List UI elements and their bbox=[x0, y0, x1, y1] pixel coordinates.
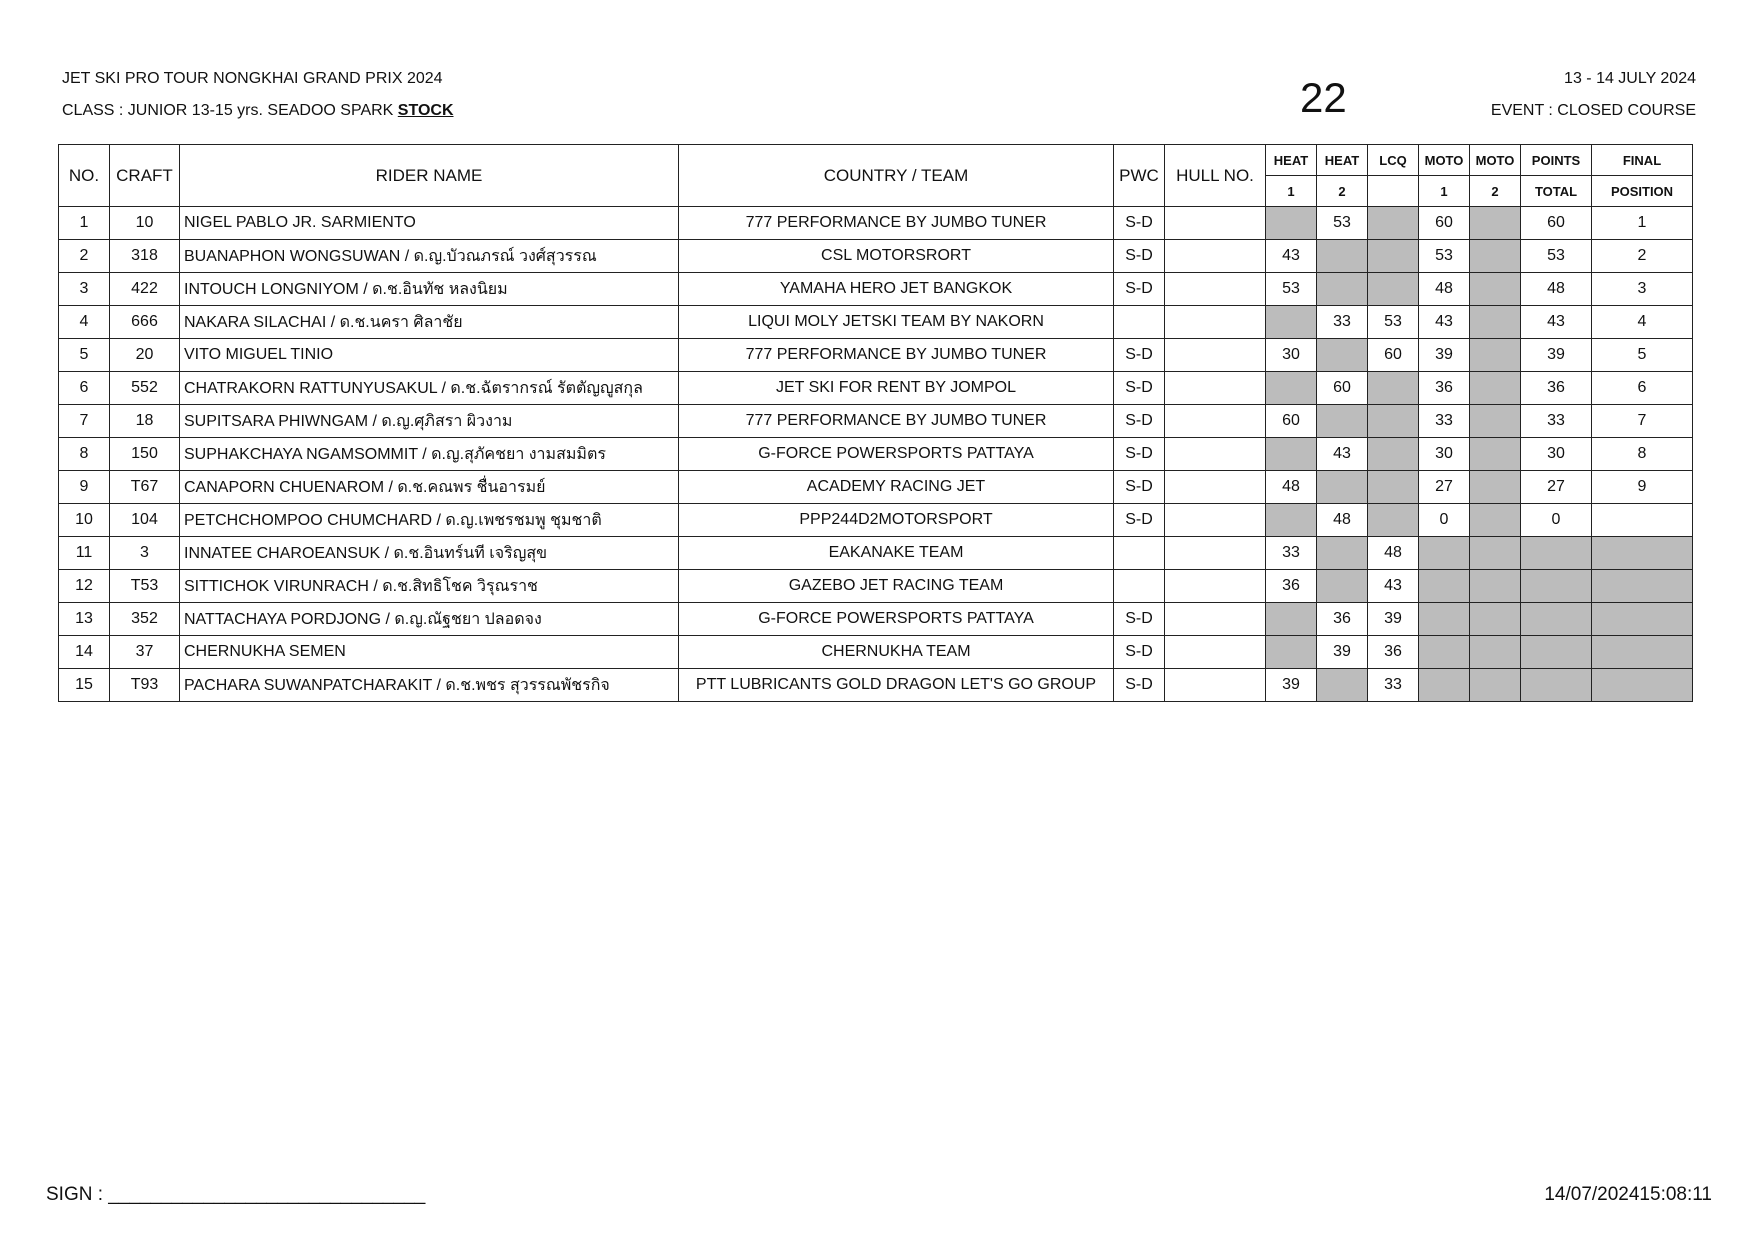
cell-team: 777 PERFORMANCE BY JUMBO TUNER bbox=[679, 207, 1114, 240]
cell-hull bbox=[1165, 240, 1266, 273]
table-row bbox=[59, 504, 1693, 537]
header-heat1: HEAT bbox=[1266, 145, 1317, 176]
cell-rider: NATTACHAYA PORDJONG / ด.ญ.ณัฐชยา ปลอดจง bbox=[180, 603, 679, 636]
cell-points: 60 bbox=[1521, 207, 1592, 240]
cell-craft: 18 bbox=[110, 405, 180, 438]
cell-heat2 bbox=[1317, 339, 1368, 372]
cell-moto2 bbox=[1470, 471, 1521, 504]
cell-moto1: 0 bbox=[1419, 504, 1470, 537]
cell-pwc bbox=[1114, 537, 1165, 570]
cell-hull bbox=[1165, 636, 1266, 669]
cell-hull bbox=[1165, 339, 1266, 372]
cell-lcq bbox=[1368, 273, 1419, 306]
cell-heat2: 60 bbox=[1317, 372, 1368, 405]
cell-pwc bbox=[1114, 570, 1165, 603]
class-stock-label: STOCK bbox=[397, 102, 454, 119]
cell-final: 1 bbox=[1592, 207, 1693, 240]
cell-lcq bbox=[1368, 504, 1419, 537]
table-row bbox=[59, 471, 1693, 504]
cell-moto2 bbox=[1470, 537, 1521, 570]
header-final: FINAL bbox=[1592, 145, 1693, 176]
cell-heat1: 53 bbox=[1266, 273, 1317, 306]
cell-points: 43 bbox=[1521, 306, 1592, 339]
header-heat2-sub: 2 bbox=[1317, 176, 1368, 207]
cell-final bbox=[1592, 537, 1693, 570]
cell-hull bbox=[1165, 273, 1266, 306]
cell-moto2 bbox=[1470, 636, 1521, 669]
cell-no: 10 bbox=[59, 504, 110, 537]
cell-moto1 bbox=[1419, 537, 1470, 570]
cell-team: PTT LUBRICANTS GOLD DRAGON LET'S GO GROUP bbox=[679, 669, 1114, 702]
cell-final bbox=[1592, 603, 1693, 636]
cell-heat1: 33 bbox=[1266, 537, 1317, 570]
cell-pwc: S-D bbox=[1114, 471, 1165, 504]
cell-heat2: 39 bbox=[1317, 636, 1368, 669]
cell-hull bbox=[1165, 669, 1266, 702]
cell-heat1: 60 bbox=[1266, 405, 1317, 438]
cell-moto1: 27 bbox=[1419, 471, 1470, 504]
cell-lcq bbox=[1368, 207, 1419, 240]
cell-craft: 37 bbox=[110, 636, 180, 669]
table-row bbox=[59, 636, 1693, 669]
cell-final: 6 bbox=[1592, 372, 1693, 405]
cell-heat2 bbox=[1317, 405, 1368, 438]
cell-points: 48 bbox=[1521, 273, 1592, 306]
cell-no: 15 bbox=[59, 669, 110, 702]
cell-heat2: 33 bbox=[1317, 306, 1368, 339]
cell-hull bbox=[1165, 570, 1266, 603]
cell-team: G-FORCE POWERSPORTS PATTAYA bbox=[679, 603, 1114, 636]
cell-lcq: 39 bbox=[1368, 603, 1419, 636]
cell-pwc: S-D bbox=[1114, 273, 1165, 306]
cell-final bbox=[1592, 669, 1693, 702]
cell-points: 27 bbox=[1521, 471, 1592, 504]
cell-heat1: 39 bbox=[1266, 669, 1317, 702]
header-heat2: HEAT bbox=[1317, 145, 1368, 176]
cell-points bbox=[1521, 636, 1592, 669]
cell-points: 30 bbox=[1521, 438, 1592, 471]
cell-lcq bbox=[1368, 372, 1419, 405]
cell-pwc: S-D bbox=[1114, 405, 1165, 438]
header-country-team: COUNTRY / TEAM bbox=[679, 145, 1114, 207]
cell-final: 4 bbox=[1592, 306, 1693, 339]
cell-pwc: S-D bbox=[1114, 504, 1165, 537]
event-date: 13 - 14 JULY 2024 bbox=[1564, 70, 1696, 87]
cell-moto1: 48 bbox=[1419, 273, 1470, 306]
cell-moto2 bbox=[1470, 669, 1521, 702]
cell-rider: CHATRAKORN RATTUNYUSAKUL / ด.ช.ฉัตรากรณ์ รัตตัญญูสกุล bbox=[180, 372, 679, 405]
cell-heat2 bbox=[1317, 669, 1368, 702]
cell-heat1: 36 bbox=[1266, 570, 1317, 603]
cell-craft: T53 bbox=[110, 570, 180, 603]
cell-points: 53 bbox=[1521, 240, 1592, 273]
cell-heat2 bbox=[1317, 570, 1368, 603]
cell-rider: INTOUCH LONGNIYOM / ด.ช.อินทัช หลงนิยม bbox=[180, 273, 679, 306]
cell-no: 3 bbox=[59, 273, 110, 306]
cell-moto1: 53 bbox=[1419, 240, 1470, 273]
header-craft: CRAFT bbox=[110, 145, 180, 207]
cell-craft: 552 bbox=[110, 372, 180, 405]
results-rows bbox=[59, 207, 1693, 702]
cell-rider: SUPITSARA PHIWNGAM / ด.ญ.ศุภิสรา ผิวงาม bbox=[180, 405, 679, 438]
cell-lcq bbox=[1368, 438, 1419, 471]
table-row bbox=[59, 306, 1693, 339]
cell-no: 2 bbox=[59, 240, 110, 273]
cell-rider: SITTICHOK VIRUNRACH / ด.ช.สิทธิโชค วิรุณราช bbox=[180, 570, 679, 603]
cell-moto2 bbox=[1470, 603, 1521, 636]
cell-heat2: 43 bbox=[1317, 438, 1368, 471]
header-hull-no: HULL NO. bbox=[1165, 145, 1266, 207]
cell-moto2 bbox=[1470, 339, 1521, 372]
cell-no: 6 bbox=[59, 372, 110, 405]
cell-hull bbox=[1165, 504, 1266, 537]
cell-hull bbox=[1165, 438, 1266, 471]
cell-pwc: S-D bbox=[1114, 669, 1165, 702]
cell-pwc: S-D bbox=[1114, 240, 1165, 273]
cell-team: 777 PERFORMANCE BY JUMBO TUNER bbox=[679, 405, 1114, 438]
cell-moto2 bbox=[1470, 372, 1521, 405]
cell-heat1 bbox=[1266, 207, 1317, 240]
cell-final: 9 bbox=[1592, 471, 1693, 504]
cell-moto1 bbox=[1419, 570, 1470, 603]
header-points-sub: TOTAL bbox=[1521, 176, 1592, 207]
cell-hull bbox=[1165, 372, 1266, 405]
cell-craft: 150 bbox=[110, 438, 180, 471]
cell-no: 4 bbox=[59, 306, 110, 339]
cell-craft: 666 bbox=[110, 306, 180, 339]
cell-lcq bbox=[1368, 240, 1419, 273]
header-no: NO. bbox=[59, 145, 110, 207]
class-label bbox=[62, 102, 454, 120]
cell-heat1 bbox=[1266, 438, 1317, 471]
cell-craft: 20 bbox=[110, 339, 180, 372]
event-type: EVENT : CLOSED COURSE bbox=[1490, 102, 1696, 119]
cell-lcq bbox=[1368, 405, 1419, 438]
cell-no: 11 bbox=[59, 537, 110, 570]
cell-hull bbox=[1165, 603, 1266, 636]
cell-no: 12 bbox=[59, 570, 110, 603]
cell-final: 7 bbox=[1592, 405, 1693, 438]
cell-no: 9 bbox=[59, 471, 110, 504]
cell-craft: T67 bbox=[110, 471, 180, 504]
cell-rider: SUPHAKCHAYA NGAMSOMMIT / ด.ญ.สุภัคชยา งามสมมิตร bbox=[180, 438, 679, 471]
cell-pwc: S-D bbox=[1114, 339, 1165, 372]
cell-no: 1 bbox=[59, 207, 110, 240]
cell-pwc bbox=[1114, 306, 1165, 339]
cell-moto2 bbox=[1470, 240, 1521, 273]
header-lcq: LCQ bbox=[1368, 145, 1419, 176]
header-points: POINTS bbox=[1521, 145, 1592, 176]
header-moto2: MOTO bbox=[1470, 145, 1521, 176]
cell-pwc: S-D bbox=[1114, 603, 1165, 636]
cell-moto1 bbox=[1419, 603, 1470, 636]
cell-heat2 bbox=[1317, 537, 1368, 570]
table-row bbox=[59, 603, 1693, 636]
cell-points bbox=[1521, 537, 1592, 570]
header-pwc: PWC bbox=[1114, 145, 1165, 207]
table-row bbox=[59, 372, 1693, 405]
page-number: 22 bbox=[1300, 74, 1347, 121]
cell-hull bbox=[1165, 471, 1266, 504]
cell-lcq: 36 bbox=[1368, 636, 1419, 669]
cell-no: 7 bbox=[59, 405, 110, 438]
cell-hull bbox=[1165, 306, 1266, 339]
cell-team: LIQUI MOLY JETSKI TEAM BY NAKORN bbox=[679, 306, 1114, 339]
cell-pwc: S-D bbox=[1114, 636, 1165, 669]
cell-no: 8 bbox=[59, 438, 110, 471]
cell-points bbox=[1521, 669, 1592, 702]
cell-moto2 bbox=[1470, 273, 1521, 306]
cell-heat1 bbox=[1266, 372, 1317, 405]
cell-final: 2 bbox=[1592, 240, 1693, 273]
cell-heat1 bbox=[1266, 306, 1317, 339]
class-prefix: CLASS : JUNIOR 13-15 yrs. SEADOO SPARK bbox=[62, 102, 398, 119]
cell-moto2 bbox=[1470, 207, 1521, 240]
cell-lcq: 53 bbox=[1368, 306, 1419, 339]
cell-heat1 bbox=[1266, 504, 1317, 537]
cell-pwc: S-D bbox=[1114, 372, 1165, 405]
table-row bbox=[59, 240, 1693, 273]
cell-final: 3 bbox=[1592, 273, 1693, 306]
cell-team: PPP244D2MOTORSPORT bbox=[679, 504, 1114, 537]
cell-no: 13 bbox=[59, 603, 110, 636]
cell-moto1: 39 bbox=[1419, 339, 1470, 372]
header-heat1-sub: 1 bbox=[1266, 176, 1317, 207]
cell-lcq: 60 bbox=[1368, 339, 1419, 372]
cell-rider: NIGEL PABLO JR. SARMIENTO bbox=[180, 207, 679, 240]
cell-craft: 10 bbox=[110, 207, 180, 240]
cell-craft: 352 bbox=[110, 603, 180, 636]
cell-heat2 bbox=[1317, 471, 1368, 504]
cell-team: 777 PERFORMANCE BY JUMBO TUNER bbox=[679, 339, 1114, 372]
cell-pwc: S-D bbox=[1114, 438, 1165, 471]
header-final-sub: POSITION bbox=[1592, 176, 1693, 207]
signature-line: SIGN : ______________________________ bbox=[46, 1184, 426, 1205]
cell-no: 14 bbox=[59, 636, 110, 669]
cell-team: CHERNUKHA TEAM bbox=[679, 636, 1114, 669]
results-table bbox=[58, 144, 1693, 702]
cell-craft: 318 bbox=[110, 240, 180, 273]
header-moto1-sub: 1 bbox=[1419, 176, 1470, 207]
cell-pwc: S-D bbox=[1114, 207, 1165, 240]
print-timestamp: 14/07/202415:08:11 bbox=[1544, 1184, 1712, 1205]
cell-final bbox=[1592, 504, 1693, 537]
cell-rider: CHERNUKHA SEMEN bbox=[180, 636, 679, 669]
header-rider-name: RIDER NAME bbox=[180, 145, 679, 207]
header-moto2-sub: 2 bbox=[1470, 176, 1521, 207]
cell-craft: T93 bbox=[110, 669, 180, 702]
cell-heat1 bbox=[1266, 636, 1317, 669]
cell-rider: CANAPORN CHUENAROM / ด.ช.คณพร ชื่นอารมย์ bbox=[180, 471, 679, 504]
cell-final bbox=[1592, 636, 1693, 669]
table-row bbox=[59, 570, 1693, 603]
cell-heat2 bbox=[1317, 240, 1368, 273]
table-row bbox=[59, 273, 1693, 306]
cell-rider: VITO MIGUEL TINIO bbox=[180, 339, 679, 372]
event-title: JET SKI PRO TOUR NONGKHAI GRAND PRIX 2024 bbox=[62, 70, 443, 87]
cell-moto1: 36 bbox=[1419, 372, 1470, 405]
cell-points: 0 bbox=[1521, 504, 1592, 537]
cell-lcq: 48 bbox=[1368, 537, 1419, 570]
cell-hull bbox=[1165, 207, 1266, 240]
cell-points bbox=[1521, 570, 1592, 603]
cell-moto1: 60 bbox=[1419, 207, 1470, 240]
cell-final: 5 bbox=[1592, 339, 1693, 372]
cell-team: JET SKI FOR RENT BY JOMPOL bbox=[679, 372, 1114, 405]
cell-moto2 bbox=[1470, 570, 1521, 603]
cell-team: YAMAHA HERO JET BANGKOK bbox=[679, 273, 1114, 306]
cell-heat2: 48 bbox=[1317, 504, 1368, 537]
header-lcq-sub bbox=[1368, 176, 1419, 207]
table-row bbox=[59, 669, 1693, 702]
cell-team: GAZEBO JET RACING TEAM bbox=[679, 570, 1114, 603]
cell-heat1: 30 bbox=[1266, 339, 1317, 372]
cell-rider: BUANAPHON WONGSUWAN / ด.ญ.บัวณภรณ์ วงศ์สุวรรณ bbox=[180, 240, 679, 273]
cell-moto2 bbox=[1470, 405, 1521, 438]
cell-moto2 bbox=[1470, 504, 1521, 537]
cell-rider: PETCHCHOMPOO CHUMCHARD / ด.ญ.เพชรชมพู ชุมชาติ bbox=[180, 504, 679, 537]
cell-craft: 422 bbox=[110, 273, 180, 306]
cell-final: 8 bbox=[1592, 438, 1693, 471]
cell-craft: 104 bbox=[110, 504, 180, 537]
cell-heat1 bbox=[1266, 603, 1317, 636]
cell-hull bbox=[1165, 537, 1266, 570]
cell-points: 33 bbox=[1521, 405, 1592, 438]
cell-points bbox=[1521, 603, 1592, 636]
cell-craft: 3 bbox=[110, 537, 180, 570]
cell-team: G-FORCE POWERSPORTS PATTAYA bbox=[679, 438, 1114, 471]
cell-points: 39 bbox=[1521, 339, 1592, 372]
cell-heat2: 53 bbox=[1317, 207, 1368, 240]
cell-lcq: 43 bbox=[1368, 570, 1419, 603]
cell-moto1: 30 bbox=[1419, 438, 1470, 471]
header-moto1: MOTO bbox=[1419, 145, 1470, 176]
cell-no: 5 bbox=[59, 339, 110, 372]
cell-heat2 bbox=[1317, 273, 1368, 306]
table-row bbox=[59, 207, 1693, 240]
cell-rider: NAKARA SILACHAI / ด.ช.นครา ศิลาชัย bbox=[180, 306, 679, 339]
cell-lcq bbox=[1368, 471, 1419, 504]
cell-moto1 bbox=[1419, 636, 1470, 669]
cell-team: CSL MOTORSRORT bbox=[679, 240, 1114, 273]
table-row bbox=[59, 537, 1693, 570]
cell-points: 36 bbox=[1521, 372, 1592, 405]
cell-heat1: 48 bbox=[1266, 471, 1317, 504]
cell-final bbox=[1592, 570, 1693, 603]
cell-hull bbox=[1165, 405, 1266, 438]
cell-moto1: 43 bbox=[1419, 306, 1470, 339]
cell-moto1 bbox=[1419, 669, 1470, 702]
cell-team: EAKANAKE TEAM bbox=[679, 537, 1114, 570]
cell-lcq: 33 bbox=[1368, 669, 1419, 702]
cell-moto2 bbox=[1470, 438, 1521, 471]
table-row bbox=[59, 438, 1693, 471]
table-row bbox=[59, 339, 1693, 372]
cell-rider: INNATEE CHAROEANSUK / ด.ช.อินทร์นที เจริญสุข bbox=[180, 537, 679, 570]
cell-team: ACADEMY RACING JET bbox=[679, 471, 1114, 504]
cell-moto1: 33 bbox=[1419, 405, 1470, 438]
cell-heat1: 43 bbox=[1266, 240, 1317, 273]
cell-heat2: 36 bbox=[1317, 603, 1368, 636]
cell-moto2 bbox=[1470, 306, 1521, 339]
table-row bbox=[59, 405, 1693, 438]
cell-rider: PACHARA SUWANPATCHARAKIT / ด.ช.พชร สุวรรณพัชรกิจ bbox=[180, 669, 679, 702]
